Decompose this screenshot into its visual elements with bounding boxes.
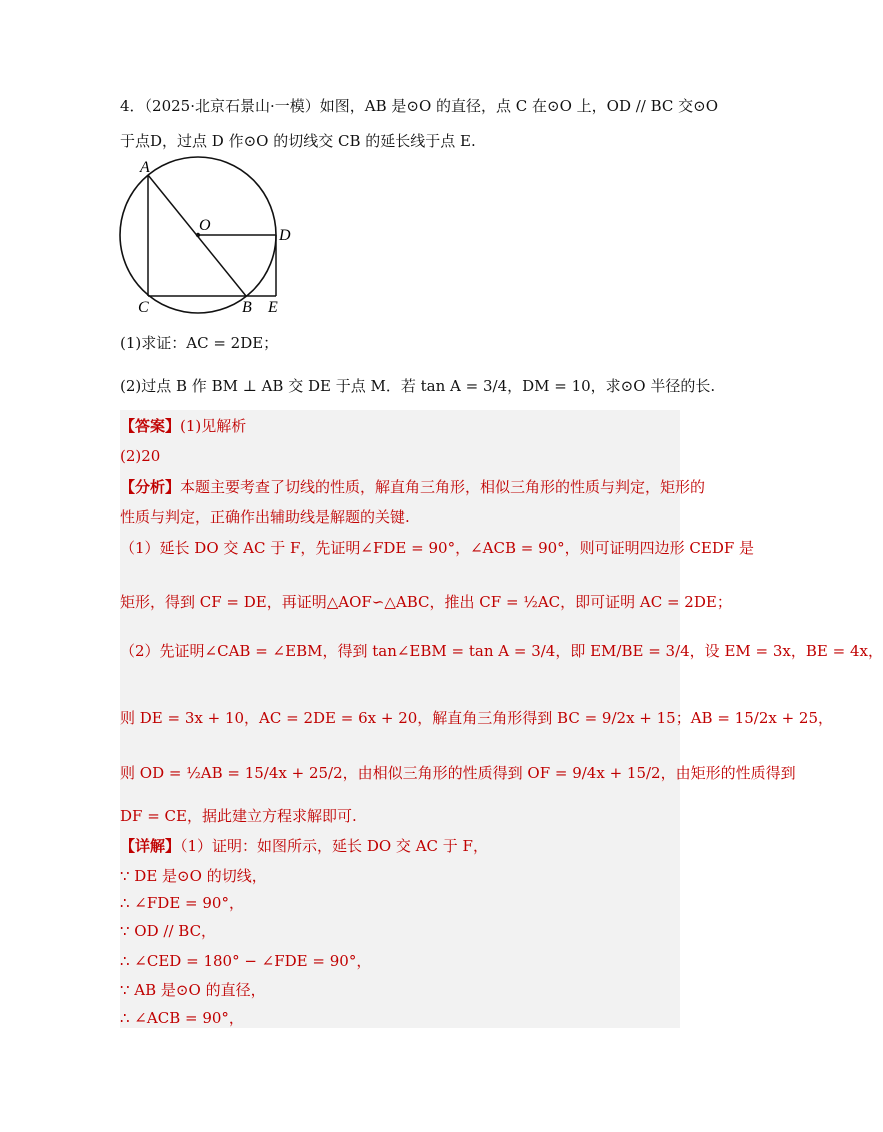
answer-line-1 [120,416,246,436]
label-c: C [138,299,149,316]
detail-line-1 [120,836,488,856]
question-part-1: (1)求证：AC = 2DE； [120,334,279,352]
question-part-2: (2)过点 B 作 BM ⊥ AB 交 DE 于点 M．若 tan A = 3/4，DM = 10，求⊙O 半径的长. [120,377,716,395]
detail-text-6: ∵ AB 是⊙O 的直径， [120,981,266,999]
label-e: E [268,299,278,316]
label-a: A [140,159,150,176]
analysis-tag: 【分析】 [120,478,181,496]
analysis-text-7: 则 OD = ½AB = 15/4x + 25/2，由相似三角形的性质得到 OF = 9/4x + 15/2，由矩形的性质得到 [120,764,796,782]
answer-tag: 【答案】 [120,417,181,435]
question-line-2: 于点D，过点 D 作⊙O 的切线交 CB 的延长线于点 E. [120,132,476,150]
detail-text-3: ∴ ∠FDE = 90°， [120,894,244,912]
detail-text-7: ∴ ∠ACB = 90°， [120,1009,244,1027]
analysis-text-1: 本题主要考查了切线的性质，解直角三角形，相似三角形的性质与判定，矩形的 [180,478,706,496]
answer-part-1: (1)见解析 [180,417,247,435]
geometry-figure [110,158,310,318]
analysis-text-2: 性质与判定，正确作出辅助线是解题的关键. [120,508,410,526]
label-b: B [242,299,252,316]
label-d: D [279,227,291,244]
analysis-text-8: DF = CE，据此建立方程求解即可. [120,807,357,825]
question-line-1: 4．（2025·北京石景山·一模）如图，AB 是⊙O 的直径，点 C 在⊙O 上，OD // BC 交⊙O [120,97,719,115]
detail-text-1: （1）证明：如图所示，延长 DO 交 AC 于 F， [180,837,488,855]
detail-text-2: ∵ DE 是⊙O 的切线， [120,867,267,885]
answer-part-2: (2)20 [120,447,161,465]
analysis-text-6: 则 DE = 3x + 10，AC = 2DE = 6x + 20，解直角三角形得到 BC = 9/2x + 15；AB = 15/2x + 25， [120,709,834,727]
analysis-text-3: （1）延长 DO 交 AC 于 F，先证明∠FDE = 90°，∠ACB = 90°，则可证明四边形 CEDF 是 [120,539,755,557]
analysis-line-1 [120,477,705,497]
detail-tag: 【详解】 [120,837,181,855]
detail-text-4: ∵ OD // BC， [120,922,217,940]
analysis-text-4: 矩形，得到 CF = DE，再证明△AOF∽△ABC，推出 CF = ½AC，即可证明 AC = 2DE； [120,593,732,611]
detail-text-5: ∴ ∠CED = 180° − ∠FDE = 90°， [120,952,372,970]
analysis-text-5: （2）先证明∠CAB = ∠EBM，得到 tan∠EBM = tan A = 3/4，即 EM/BE = 3/4，设 EM = 3x，BE = 4x， [120,642,883,660]
label-o: O [199,217,211,234]
